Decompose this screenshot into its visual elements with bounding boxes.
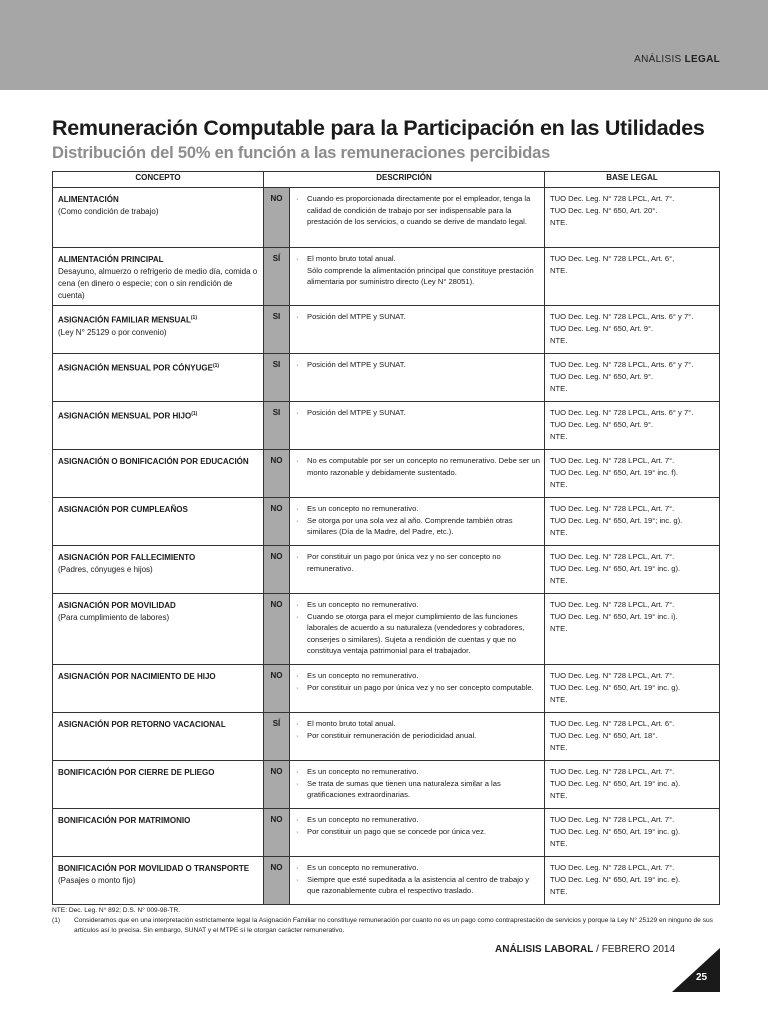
table-row bbox=[53, 594, 720, 665]
concept-footnote-ref: (1) bbox=[212, 363, 220, 369]
description-cell bbox=[290, 498, 545, 546]
legal-cell bbox=[545, 306, 720, 354]
table-row bbox=[53, 450, 720, 498]
legal-line: NTE. bbox=[550, 790, 568, 800]
concept-cell bbox=[53, 594, 264, 665]
computable-flag: SÍ bbox=[264, 713, 290, 761]
description-item: · El monto bruto total anual. bbox=[296, 719, 396, 728]
concept-note: (Pasajes o monto fijo) bbox=[58, 876, 136, 885]
legal-line: TUO Dec. Leg. N° 650, Art. 9°. bbox=[550, 419, 654, 429]
page-number: 25 bbox=[696, 972, 708, 983]
legal-line: TUO Dec. Leg. N° 728 LPCL, Arts. 6° y 7°. bbox=[550, 360, 694, 369]
description-item: · Cuando se otorga para el mejor cumplimiento de las funciones laborales de acuerdo a su naturaleza (vendedores y cobradores, conserjes o similares). Sujeta a rendición de cuentas y que no constituya ventaja patrimonial para el trabajador. bbox=[296, 611, 525, 655]
table-row bbox=[53, 402, 720, 450]
concept-cell bbox=[53, 809, 264, 857]
legal-line: TUO Dec. Leg. N° 650, Art. 19°; inc. g). bbox=[550, 515, 683, 525]
footnotes bbox=[52, 906, 722, 936]
description-cell bbox=[290, 809, 545, 857]
concept-cell bbox=[53, 713, 264, 761]
concept-cell bbox=[53, 546, 264, 594]
computable-flag: NO bbox=[264, 498, 290, 546]
bullet-icon bbox=[294, 265, 307, 288]
description-item: · Por constituir un pago que se concede por única vez. bbox=[296, 826, 486, 836]
description-cell bbox=[290, 546, 545, 594]
bullet-icon: · bbox=[296, 254, 299, 263]
description-item: · Posición del MTPE y SUNAT. bbox=[296, 408, 406, 417]
concept-cell bbox=[53, 402, 264, 450]
concept-name: ASIGNACIÓN POR CUMPLEAÑOS bbox=[58, 505, 188, 514]
legal-line: NTE. bbox=[550, 838, 568, 848]
concept-cell bbox=[53, 450, 264, 498]
legal-line: NTE. bbox=[550, 575, 568, 585]
footer-date: FEBRERO 2014 bbox=[601, 944, 676, 955]
concept-name: BONIFICACIÓN POR CIERRE DE PLIEGO bbox=[58, 768, 215, 777]
description-item: Sólo comprende la alimentación principal que constituye prestación alimentaria por suministro directo (Ley N° 28051). bbox=[294, 265, 540, 288]
bullet-icon: · bbox=[296, 515, 299, 525]
table-header-row bbox=[53, 172, 720, 188]
description-item: · Es un concepto no remunerativo. bbox=[296, 600, 419, 609]
concept-cell bbox=[53, 306, 264, 354]
header-base-legal: BASE LEGAL bbox=[545, 172, 720, 188]
description-cell bbox=[290, 402, 545, 450]
concept-name: BONIFICACIÓN POR MATRIMONIO bbox=[58, 816, 191, 825]
computable-flag: NO bbox=[264, 450, 290, 498]
legal-cell bbox=[545, 809, 720, 857]
description-item: · Es un concepto no remunerativo. bbox=[296, 671, 419, 680]
concept-cell bbox=[53, 354, 264, 402]
description-item: · Es un concepto no remunerativo. bbox=[296, 504, 419, 513]
computable-flag: NO bbox=[264, 594, 290, 665]
concept-name: ASIGNACIÓN POR MOVILIDAD bbox=[58, 601, 176, 610]
page-number-triangle bbox=[672, 948, 720, 992]
legal-line: TUO Dec. Leg. N° 728 LPCL, Art. 7°. bbox=[550, 456, 675, 465]
legal-line: NTE. bbox=[550, 694, 568, 704]
concept-cell bbox=[53, 665, 264, 713]
legal-line: TUO Dec. Leg. N° 728 LPCL, Art. 7°. bbox=[550, 815, 675, 824]
description-item: · Es un concepto no remunerativo. bbox=[296, 863, 419, 872]
legal-line: TUO Dec. Leg. N° 728 LPCL, Art. 7°. bbox=[550, 552, 675, 561]
bullet-icon: · bbox=[296, 552, 299, 561]
computable-flag: NO bbox=[264, 809, 290, 857]
concept-name: ASIGNACIÓN MENSUAL POR HIJO bbox=[58, 411, 192, 421]
legal-line: TUO Dec. Leg. N° 650, Art. 19° inc. f). bbox=[550, 467, 679, 477]
concept-note: (Padres, cónyuges e hijos) bbox=[58, 565, 153, 574]
description-item: · Cuando es proporcionada directamente por el empleador, tenga la calidad de condición de trabajo por ser indispensable para la prestación de los servicios, o cuando se derive de mandato legal. bbox=[296, 194, 531, 226]
legal-cell bbox=[545, 857, 720, 905]
computable-flag: NO bbox=[264, 188, 290, 248]
description-item: · Es un concepto no remunerativo. bbox=[296, 767, 419, 776]
legal-cell bbox=[545, 188, 720, 248]
footnote-1 bbox=[52, 916, 722, 936]
legal-line: TUO Dec. Leg. N° 728 LPCL, Art. 7°. bbox=[550, 600, 675, 609]
legal-line: TUO Dec. Leg. N° 650, Art. 19° inc. i). bbox=[550, 611, 678, 621]
legal-cell bbox=[545, 450, 720, 498]
computable-flag: SI bbox=[264, 402, 290, 450]
page-subtitle: Distribución del 50% en función a las remuneraciones percibidas bbox=[52, 144, 551, 162]
concept-name: ASIGNACIÓN MENSUAL POR CÓNYUGE bbox=[58, 363, 213, 373]
legal-cell bbox=[545, 713, 720, 761]
legal-cell bbox=[545, 354, 720, 402]
legal-cell bbox=[545, 665, 720, 713]
section-tag-light: ANÁLISIS bbox=[634, 54, 685, 65]
footer-separator: / bbox=[593, 944, 602, 955]
bullet-icon: · bbox=[296, 360, 299, 369]
footnote-1-key: (1) bbox=[52, 917, 61, 924]
concept-name: ALIMENTACIÓN bbox=[58, 195, 119, 204]
concept-cell bbox=[53, 857, 264, 905]
bullet-icon: · bbox=[296, 719, 299, 728]
concept-cell bbox=[53, 761, 264, 809]
concept-name: ASIGNACIÓN FAMILIAR MENSUAL bbox=[58, 315, 191, 325]
bullet-icon: · bbox=[296, 730, 299, 740]
header-concepto: CONCEPTO bbox=[53, 172, 264, 188]
legal-line: TUO Dec. Leg. N° 728 LPCL, Art. 7°. bbox=[550, 194, 675, 203]
computable-flag: SÍ bbox=[264, 248, 290, 306]
description-cell bbox=[290, 354, 545, 402]
footer-magazine bbox=[495, 944, 675, 955]
legal-line: NTE. bbox=[550, 265, 568, 275]
concept-cell bbox=[53, 248, 264, 306]
header-band bbox=[0, 0, 768, 90]
concept-name: BONIFICACIÓN POR MOVILIDAD O TRANSPORTE bbox=[58, 864, 250, 873]
table-row bbox=[53, 857, 720, 905]
description-cell bbox=[290, 306, 545, 354]
description-item: · Posición del MTPE y SUNAT. bbox=[296, 360, 406, 369]
concept-footnote-ref: (1) bbox=[190, 315, 198, 321]
computable-flag: NO bbox=[264, 761, 290, 809]
table-row bbox=[53, 665, 720, 713]
legal-line: TUO Dec. Leg. N° 650, Art. 19° inc. g). bbox=[550, 682, 681, 692]
legal-line: NTE. bbox=[550, 479, 568, 489]
description-item: · Por constituir un pago por única vez y no ser concepto no remunerativo. bbox=[296, 552, 501, 573]
concept-note: (Para cumplimiento de labores) bbox=[58, 613, 170, 622]
legal-line: TUO Dec. Leg. N° 728 LPCL, Art. 7°. bbox=[550, 767, 675, 776]
concept-name: ASIGNACIÓN POR NACIMIENTO DE HIJO bbox=[58, 672, 216, 681]
legal-line: TUO Dec. Leg. N° 728 LPCL, Art. 7°. bbox=[550, 671, 675, 680]
bullet-icon: · bbox=[296, 767, 299, 776]
legal-line: NTE. bbox=[550, 383, 568, 393]
bullet-icon: · bbox=[296, 600, 299, 609]
bullet-icon: · bbox=[296, 504, 299, 513]
concept-note: (Como condición de trabajo) bbox=[58, 207, 159, 216]
concept-footnote-ref: (1) bbox=[191, 411, 198, 417]
table-row bbox=[53, 546, 720, 594]
concept-note: Desayuno, almuerzo o refrigerio de medio día, comida o cena (en dinero o especie; con o sin rendición de cuenta) bbox=[58, 267, 258, 300]
legal-line: TUO Dec. Leg. N° 728 LPCL, Art. 6°. bbox=[550, 719, 675, 728]
description-item: · Se otorga por una sola vez al año. Comprende también otras similares (Día de la Madre, del Padre, etc.). bbox=[296, 515, 513, 536]
concept-cell bbox=[53, 188, 264, 248]
legal-line: NTE. bbox=[550, 335, 568, 345]
bullet-icon: · bbox=[296, 863, 299, 872]
concept-name: ALIMENTACIÓN PRINCIPAL bbox=[58, 255, 164, 264]
table-row bbox=[53, 188, 720, 248]
table-row bbox=[53, 306, 720, 354]
legal-cell bbox=[545, 498, 720, 546]
legal-line: TUO Dec. Leg. N° 728 LPCL, Arts. 6° y 7°. bbox=[550, 408, 694, 417]
description-item: · Por constituir un pago por única vez y no ser concepto computable. bbox=[296, 682, 534, 692]
legal-line: TUO Dec. Leg. N° 650, Art. 9°. bbox=[550, 371, 654, 381]
legal-line: NTE. bbox=[550, 742, 568, 752]
concept-name: ASIGNACIÓN POR FALLECIMIENTO bbox=[58, 553, 196, 562]
footnote-nte: NTE: Dec. Leg. N° 892; D.S. N° 009-98-TR. bbox=[52, 907, 181, 914]
legal-line: NTE. bbox=[550, 886, 568, 896]
bullet-icon: · bbox=[296, 611, 299, 621]
concepts-table bbox=[52, 171, 720, 905]
legal-cell bbox=[545, 402, 720, 450]
legal-line: NTE. bbox=[550, 527, 568, 537]
bullet-icon: · bbox=[296, 456, 299, 465]
legal-line: TUO Dec. Leg. N° 650, Art. 20°. bbox=[550, 205, 658, 215]
legal-line: TUO Dec. Leg. N° 650, Art. 19° inc. g). bbox=[550, 826, 681, 836]
legal-line: TUO Dec. Leg. N° 650, Art. 19° inc. a). bbox=[550, 778, 681, 788]
description-cell bbox=[290, 188, 545, 248]
bullet-icon: · bbox=[296, 194, 299, 203]
page-title: Remuneración Computable para la Participación en las Utilidades bbox=[52, 116, 705, 140]
computable-flag: NO bbox=[264, 857, 290, 905]
bullet-icon: · bbox=[296, 826, 299, 836]
concept-note: (Ley N° 25129 o por convenio) bbox=[58, 327, 167, 337]
description-cell bbox=[290, 665, 545, 713]
section-tag bbox=[634, 54, 720, 65]
bullet-icon: · bbox=[296, 408, 299, 417]
description-item: · Posición del MTPE y SUNAT. bbox=[296, 312, 406, 321]
legal-line: TUO Dec. Leg. N° 650, Art. 18°. bbox=[550, 730, 658, 740]
legal-cell bbox=[545, 594, 720, 665]
legal-line: NTE. bbox=[550, 431, 568, 441]
concept-cell bbox=[53, 498, 264, 546]
bullet-icon: · bbox=[296, 778, 299, 788]
description-item: · Es un concepto no remunerativo. bbox=[296, 815, 419, 824]
computable-flag: SI bbox=[264, 354, 290, 402]
section-tag-bold: LEGAL bbox=[684, 54, 720, 65]
description-item: · Se trata de sumas que tienen una naturaleza similar a las gratificaciones extraordinarias. bbox=[296, 778, 501, 799]
table-row bbox=[53, 761, 720, 809]
footnote-1-text: Consideramos que en una interpretación estrictamente legal la Asignación Familiar no constituye remuneración por cuanto no es un pago como contraprestación de servicios y porque la Ley N° 25129 en ninguno de sus artículos así lo precisa. Sin embargo, SUNAT y el MTPE sí le otorgan carácter remunerativo. bbox=[74, 917, 713, 934]
description-cell bbox=[290, 594, 545, 665]
description-cell bbox=[290, 761, 545, 809]
footer-magazine-name: ANÁLISIS LABORAL bbox=[495, 944, 594, 955]
computable-flag: SI bbox=[264, 306, 290, 354]
concept-name: ASIGNACIÓN O BONIFICACIÓN POR EDUCACIÓN bbox=[58, 457, 249, 466]
table-row bbox=[53, 248, 720, 306]
description-item: · El monto bruto total anual. bbox=[296, 254, 396, 263]
legal-cell bbox=[545, 761, 720, 809]
legal-line: TUO Dec. Leg. N° 728 LPCL, Art. 7°. bbox=[550, 863, 675, 872]
concept-name: ASIGNACIÓN POR RETORNO VACACIONAL bbox=[58, 720, 226, 729]
table-row bbox=[53, 809, 720, 857]
legal-line: TUO Dec. Leg. N° 728 LPCL, Art. 6°, bbox=[550, 254, 675, 263]
table-row bbox=[53, 354, 720, 402]
computable-flag: NO bbox=[264, 546, 290, 594]
legal-line: NTE. bbox=[550, 623, 568, 633]
description-item: · No es computable por ser un concepto no remunerativo. Debe ser un monto razonable y debidamente sustentado. bbox=[296, 456, 541, 477]
description-cell bbox=[290, 450, 545, 498]
legal-line: TUO Dec. Leg. N° 728 LPCL, Arts. 6° y 7°. bbox=[550, 312, 694, 321]
legal-line: TUO Dec. Leg. N° 650, Art. 19° inc. g). bbox=[550, 563, 681, 573]
bullet-icon: · bbox=[296, 815, 299, 824]
legal-cell bbox=[545, 546, 720, 594]
description-item: · Siempre que esté supeditada a la asistencia al centro de trabajo y que razonablemente cubra el respectivo traslado. bbox=[296, 874, 530, 895]
legal-line: TUO Dec. Leg. N° 728 LPCL, Art. 7°. bbox=[550, 504, 675, 513]
legal-line: NTE. bbox=[550, 217, 568, 227]
bullet-icon: · bbox=[296, 874, 299, 884]
table-row bbox=[53, 498, 720, 546]
bullet-icon: · bbox=[296, 312, 299, 321]
description-cell bbox=[290, 713, 545, 761]
legal-line: TUO Dec. Leg. N° 650, Art. 9°. bbox=[550, 323, 654, 333]
description-item: · Por constituir remuneración de periodicidad anual. bbox=[296, 730, 477, 740]
legal-cell bbox=[545, 248, 720, 306]
bullet-icon: · bbox=[296, 671, 299, 680]
computable-flag: NO bbox=[264, 665, 290, 713]
description-cell bbox=[290, 857, 545, 905]
legal-line: TUO Dec. Leg. N° 650, Art. 19° inc. e). bbox=[550, 874, 681, 884]
description-cell bbox=[290, 248, 545, 306]
bullet-icon: · bbox=[296, 682, 299, 692]
header-descripcion: DESCRIPCIÓN bbox=[264, 172, 545, 188]
table-row bbox=[53, 713, 720, 761]
